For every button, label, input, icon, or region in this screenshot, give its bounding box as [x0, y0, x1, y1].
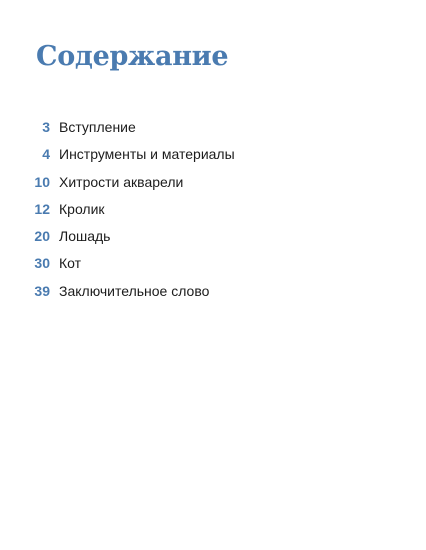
toc-page-number: 12 — [34, 200, 50, 217]
toc-entry-title: Лошадь — [59, 228, 111, 245]
toc-entry[interactable] — [30, 114, 235, 141]
toc-entry-title: Вступление — [59, 119, 136, 135]
toc-entry-title: Инструменты и материалы — [59, 146, 235, 163]
toc-entry-title: Кролик — [59, 200, 105, 217]
toc-entry[interactable] — [30, 141, 235, 168]
toc-page-number: 30 — [34, 255, 50, 272]
toc-page-number: 39 — [34, 282, 50, 299]
toc-page-number: 3 — [42, 119, 50, 135]
toc-entry[interactable] — [30, 169, 235, 196]
toc-entry-title: Хитрости акварели — [59, 173, 184, 190]
toc-entry-title: Заключительное слово — [59, 282, 210, 299]
toc-page-number: 10 — [34, 173, 50, 190]
table-of-contents — [30, 114, 235, 305]
toc-entry[interactable] — [30, 250, 235, 277]
toc-page-number: 20 — [34, 228, 50, 245]
page-title: Содержание — [36, 41, 229, 72]
toc-entry[interactable] — [30, 196, 235, 223]
toc-entry[interactable] — [30, 278, 235, 305]
toc-page-number: 4 — [42, 146, 50, 163]
toc-entry[interactable] — [30, 223, 235, 250]
toc-entry-title: Кот — [59, 255, 82, 272]
